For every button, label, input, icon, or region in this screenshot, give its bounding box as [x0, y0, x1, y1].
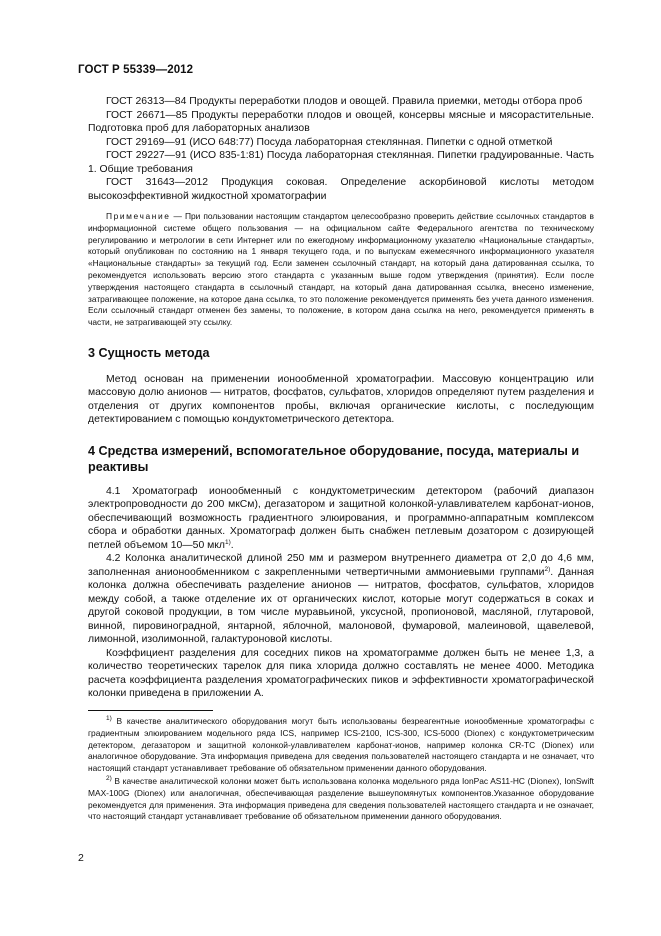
footnote-1-text: В качестве аналитического оборудования могут быть использованы безреагентные ионообменные хроматографы с градиентным элюированием модельного ряда ICS, например ICS-2100, ICS-300, ICS-5000 (Dionex) с кондуктометрическим детектором, дегазатором и защитной колонкой-улавливателем карбонат-ионов, например колонка CR-TC (Dionex) или аналогичное оборудование. Эта информация приведена для сведения пользователей настоящего стандарта и не означает, что настоящий стандарт устанавливает требование об обязательном применении данного оборудования.: [88, 715, 594, 774]
reference-item: ГОСТ 31643—2012 Продукция соковая. Определение аскорбиновой кислоты методом высокоэффективной жидкостной хроматографии: [88, 177, 594, 202]
footnote-1: [88, 716, 594, 775]
references-list: [88, 95, 594, 203]
standard-header: ГОСТ Р 55339—2012: [78, 64, 194, 76]
clause-4-1: [88, 485, 594, 553]
footnote-ref-1: 1): [225, 538, 231, 546]
note-text: — При пользовании настоящим стандартом целесообразно проверить действие ссылочных стандартов в информационной системе общего пользования — на официальном сайте Федерального агентства по техническому регулированию и метрологии в сети Интернет или по ежегодному информационному указателю «Национальные стандарты», который опубликован по состоянию на 1 января текущего года, и по выпускам ежемесячного информационного указателя «Национальные стандарты» за текущий год. Если заменен ссылочный стандарт, на который дана датированная ссылка, то рекомендуется использовать версию этого стандарта с указанным выше годом утверждения (принятия). Если после утверждения настоящего стандарта в ссылочный стандарт, на который дана датированная ссылка, внесено изменение, затрагивающее положение, на которое дана ссылка, то это положение рекомендуется применять без учета данного изменения. Если ссылочный стандарт отменен без замены, то положение, в котором дана ссылка на него, рекомендуется применять в части, не затрагивающей эту ссылку.: [88, 211, 594, 328]
clause-4-2-text: 4.2 Колонка аналитической длиной 250 мм и размером внутреннего диаметра от 2,0 до 4,6 мм, заполненная анионообменником с закрепленными четвертичными аммониевыми группами: [88, 553, 594, 578]
section-3-text: Метод основан на применении ионообменной хроматографии. Массовую концентрацию или массовую долю анионов — нитратов, фосфатов, сульфатов, хлоридов определяют путем разделения и отделения от других компонентов пробы, включая органические кислоты, с последующим детектированием с помощью кондуктометрического детектора.: [88, 373, 594, 426]
clause-4-1-end: .: [230, 539, 234, 551]
reference-item: ГОСТ 29169—91 (ИСО 648:77) Посуда лабораторная стеклянная. Пипетки с одной отметкой: [106, 136, 553, 148]
note-paragraph: [88, 211, 594, 329]
note-label: Примечание: [106, 211, 171, 221]
clause-4-2: [88, 552, 594, 647]
separation-coefficient-paragraph: Коэффициент разделения для соседних пиков на хроматограмме должен быть не менее 1,3, а количество теоретических тарелок для пика хлорида должно составлять не менее 4000. Методика расчета коэффициента разделения хроматографических пиков и эффективности хроматографической колонки приведена в приложении А.: [88, 647, 594, 700]
footnote-mark-2: 2): [106, 774, 112, 782]
page-content: [88, 95, 594, 823]
footnote-mark-1: 1): [106, 714, 112, 722]
footnote-divider: [88, 710, 213, 711]
clause-4-1-text: 4.1 Хроматограф ионообменный с кондуктометрическим детектором (рабочий диапазон электропроводности до 200 мкСм), дегазатором и защитной колонкой-улавливателем карбонат-ионов, обеспечивающий возможность градиентного элюирования, и программно-аппаратным комплексом сбора и обработки данных. Хроматограф должен быть снабжен петлевым дозатором с дозирующей петлей объемом 10—50 мкл: [88, 485, 594, 551]
reference-item: ГОСТ 26671—85 Продукты переработки плодов и овощей, консервы мясные и мясорастительные. Подготовка проб для лабораторных анализов: [88, 109, 594, 134]
footnote-2-text: В качестве аналитической колонки может быть использована колонка модельного ряда IonPac AS11-HC (Dionex), IonSwift MAX-100G (Dionex) или аналогичная, обеспечивающая разделение вышеупомянутых компонентов.Указанное оборудование рекомендуется для применения. Эта информация приведена для сведения пользователей настоящего стандарта и не означает, что настоящий стандарт устанавливает требование об обязательном применении данного оборудования.: [88, 775, 594, 822]
footnote-ref-2: 2): [544, 565, 551, 573]
reference-item: ГОСТ 29227—91 (ИСО 835-1:81) Посуда лабораторная стеклянная. Пипетки градуированные. Часть 1. Общие требования: [88, 150, 594, 175]
footnote-2: [88, 776, 594, 823]
section-4-heading: 4 Средства измерений, вспомогательное оборудование, посуда, материалы и реактивы: [88, 443, 580, 474]
section-3-heading: 3 Сущность метода: [88, 345, 210, 360]
reference-item: ГОСТ 26313—84 Продукты переработки плодов и овощей. Правила приемки, методы отбора проб: [106, 96, 583, 107]
page-number: 2: [78, 852, 84, 864]
clause-4-2-end: . Данная колонка должна обеспечивать разделение анионов — нитратов, фосфатов, сульфатов, хлоридов между собой, а также отделение их от органических кислот, которые могут содержаться в соках и другой соковой продукции, в том числе муравьиной, уксусной, пропионовой, масляной, глутаровой, винной, пировиноградной, янтарной, яблочной, малоновой, фумаровой, малеиновой, щавелевой, лимонной, изолимонной, галактуроновой кислоты.: [88, 566, 594, 646]
